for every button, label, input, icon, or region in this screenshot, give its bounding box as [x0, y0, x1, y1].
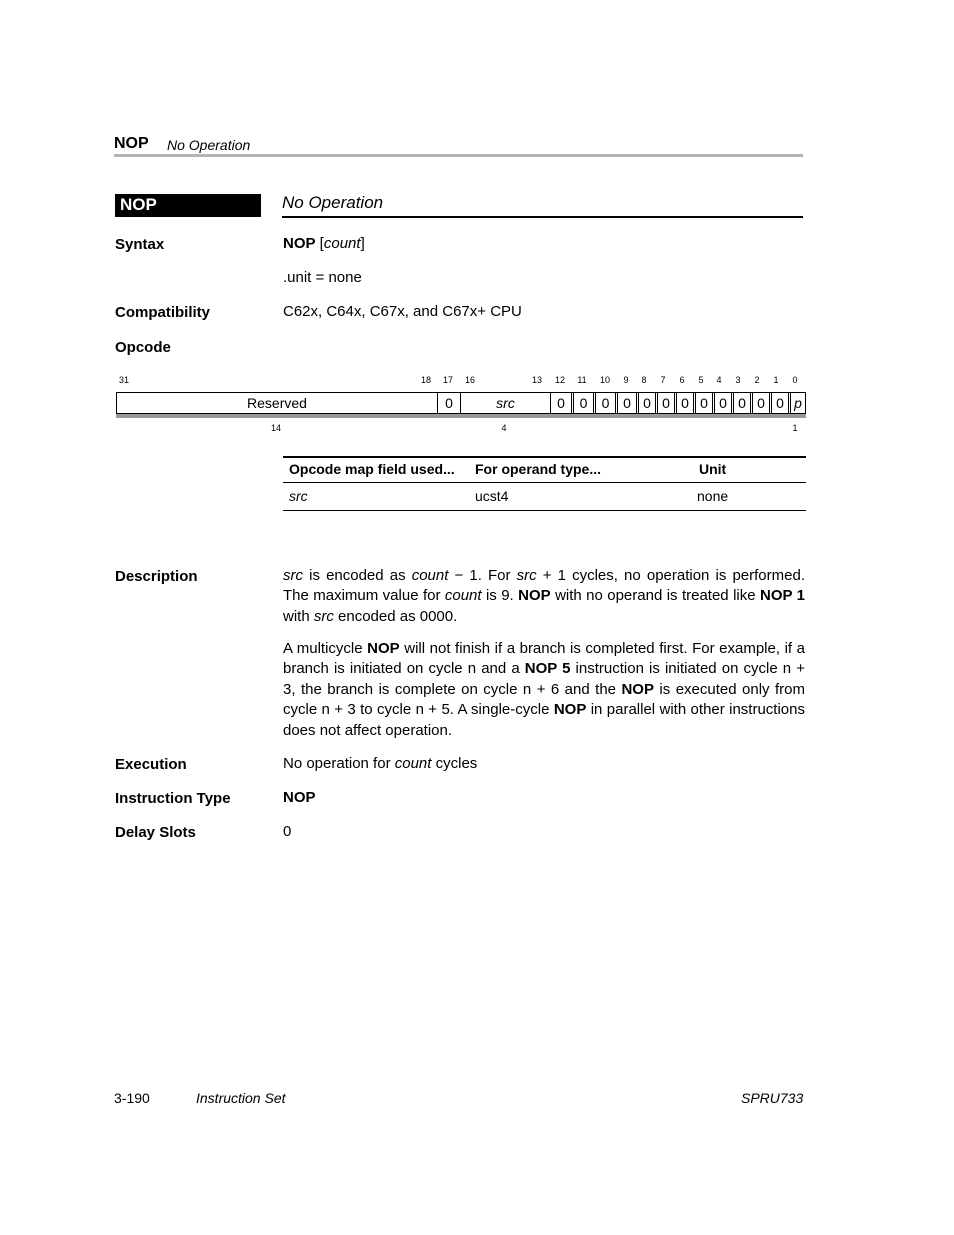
- text-run: in parallel with other instructions does not affect operation.: [283, 701, 805, 739]
- bit-number: 1: [773, 375, 779, 385]
- execution-value: [283, 754, 477, 774]
- zero-bit: 0: [662, 395, 670, 411]
- syntax-arg: count: [323, 235, 361, 252]
- text-run: No operation for: [283, 755, 395, 772]
- text-run: is 9.: [481, 587, 519, 605]
- zero-bit: 0: [601, 395, 610, 411]
- bit-number: 2: [754, 375, 760, 385]
- bit-number: 7: [660, 375, 666, 385]
- delay-slots-value: 0: [283, 823, 292, 840]
- text-run: with no operand is treated like: [550, 587, 760, 605]
- instruction-title: No Operation: [282, 193, 384, 212]
- footer-page-number: 3-190: [114, 1090, 150, 1106]
- field-width: 1: [792, 423, 798, 433]
- opcode-shadow-bar: [116, 414, 806, 418]
- compatibility-label: Compatibility: [115, 304, 211, 321]
- syntax-line: [283, 234, 365, 254]
- src-field: src: [496, 395, 515, 411]
- table-cell-type: ucst4: [475, 488, 509, 504]
- bit-number: 12: [554, 375, 566, 385]
- bit-number: 16: [464, 375, 476, 385]
- syntax-label: Syntax: [115, 236, 165, 253]
- nop-term: NOP: [621, 680, 654, 698]
- zero-bit: 0: [557, 395, 565, 411]
- description-paragraph-2: [283, 639, 805, 741]
- bit-number: 11: [577, 375, 587, 385]
- zero-bit: 0: [738, 395, 746, 411]
- instruction-tag: NOP: [115, 194, 261, 217]
- bit-number: 17: [442, 375, 454, 385]
- table-top-rule: [283, 456, 806, 458]
- text-run: is encoded as: [303, 567, 412, 584]
- count-term: count: [394, 755, 432, 772]
- zero-bit: 0: [757, 395, 765, 411]
- src-term: src: [313, 607, 334, 625]
- nop-term: NOP: [367, 640, 400, 657]
- src-term: src: [516, 567, 537, 584]
- src-term: src: [283, 567, 303, 584]
- description-label: Description: [115, 568, 198, 585]
- running-header-mnemonic: NOP: [114, 135, 149, 152]
- header-rule: [114, 154, 803, 157]
- text-run: with: [283, 607, 314, 625]
- bit-number: 3: [735, 375, 741, 385]
- instruction-type-label: Instruction Type: [115, 790, 231, 807]
- reserved-field: Reserved: [247, 395, 307, 411]
- syntax-close: ]: [360, 235, 365, 252]
- zero-bit: 0: [719, 395, 727, 411]
- bit-number: 9: [623, 375, 629, 385]
- bit-number: 13: [531, 375, 543, 385]
- table-cell-field: src: [289, 488, 308, 504]
- zero-bit: 0: [681, 395, 689, 411]
- zero-bit: 0: [643, 395, 651, 411]
- syntax-open: [: [315, 235, 324, 252]
- instruction-type-value: NOP: [283, 789, 316, 806]
- zero-bit: 0: [579, 395, 588, 411]
- text-run: is executed only from cycle n + 3 to cycle n + 5. A single-cycle: [283, 680, 805, 719]
- opcode-label: Opcode: [115, 339, 171, 356]
- bit-number: 6: [679, 375, 685, 385]
- nop-term: NOP: [553, 701, 587, 719]
- bit-number: 5: [698, 375, 704, 385]
- table-bottom-rule: [283, 510, 806, 511]
- table-header-type: For operand type...: [475, 461, 602, 477]
- execution-label: Execution: [115, 756, 187, 773]
- nop-5-term: NOP 5: [524, 660, 571, 678]
- text-run: − 1. For: [448, 567, 517, 584]
- field-width: 4: [501, 423, 507, 433]
- nop-1-term: NOP 1: [759, 587, 805, 605]
- bit-number: 8: [641, 375, 647, 385]
- table-header-unit: Unit: [699, 461, 727, 477]
- running-header-subtitle: No Operation: [167, 137, 251, 153]
- title-rule: [282, 216, 803, 218]
- bit17-field: 0: [445, 395, 453, 411]
- zero-bit: 0: [700, 395, 708, 411]
- p-bit: p: [794, 395, 802, 411]
- count-term: count: [411, 567, 449, 584]
- description-paragraph-1: [283, 566, 805, 627]
- footer-section: Instruction Set: [196, 1090, 286, 1106]
- field-width: 14: [270, 423, 282, 433]
- text-run: A multicycle: [283, 640, 368, 657]
- compatibility-value: C62x, C64x, C67x, and C67x+ CPU: [283, 303, 522, 320]
- delay-slots-label: Delay Slots: [115, 824, 196, 841]
- footer-doc-id: SPRU733: [741, 1090, 804, 1106]
- table-cell-unit: none: [697, 488, 729, 504]
- opcode-field-diagram: [116, 392, 806, 414]
- text-run: cycles: [431, 755, 478, 772]
- bit-number: 18: [420, 375, 432, 385]
- bit-number: 10: [599, 375, 611, 385]
- table-header-field: Opcode map field used...: [289, 461, 455, 477]
- text-run: encoded as 0000.: [333, 607, 458, 625]
- text-run: + 1 cycles, no operation is performed. The maximum value for: [283, 567, 805, 605]
- count-term: count: [444, 587, 482, 605]
- table-header-rule: [283, 482, 806, 483]
- nop-term: NOP: [518, 587, 551, 605]
- text-run: instruction is initiated on cycle n + 3, the branch is complete on cycle n + 6 and the: [283, 660, 805, 698]
- text-run: will not finish if a branch is completed first. For example, if a branch is initiated on cycle n and a: [283, 640, 805, 678]
- bit-number: 4: [716, 375, 722, 385]
- bit-number: 0: [792, 375, 798, 385]
- syntax-mnemonic: NOP: [283, 235, 316, 252]
- zero-bit: 0: [623, 395, 631, 411]
- syntax-unit: .unit = none: [283, 269, 362, 286]
- bit-number: 31: [118, 375, 130, 385]
- zero-bit: 0: [776, 395, 784, 411]
